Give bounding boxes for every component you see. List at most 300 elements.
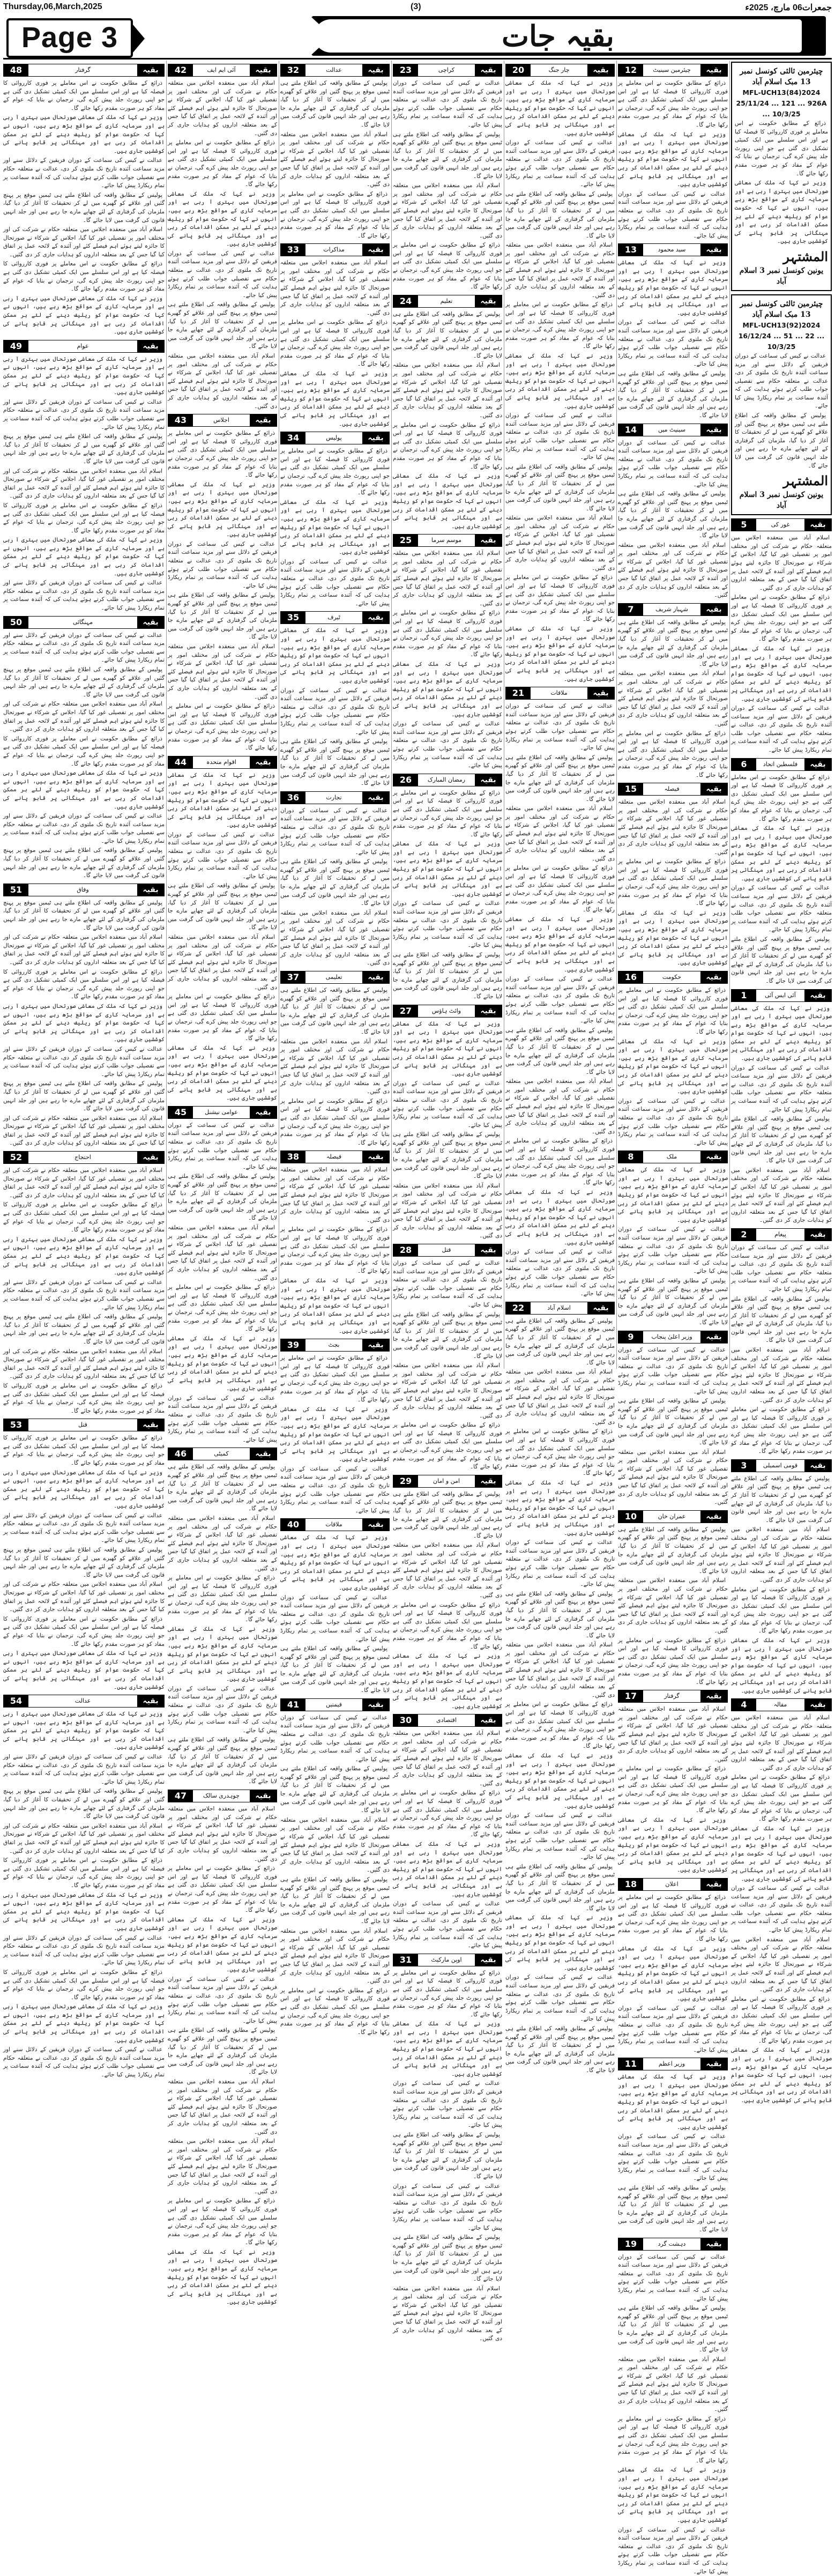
article-paragraph: ذرائع کے مطابق حکومت نے اس معاملے پر فوری کارروائی کا فیصلہ کیا ہے اور اس سلسلے میں ایک کمیٹی تشکیل دی گئی ہے جو اپنی رپورٹ جلد پیش کرے گی، ترجمان نے بتایا کہ عوام کے مفاد کو ہر صورت مقدم رکھا جائے گا۔	[731, 774, 832, 822]
article-paragraph: ذرائع کے مطابق حکومت نے اس معاملے پر فوری کارروائی کا فیصلہ کیا ہے اور اس سلسلے میں ایک کمیٹی تشکیل دی گئی ہے جو اپنی رپورٹ جلد پیش کرے گی، ترجمان نے بتایا کہ عوام کے مفاد کو ہر صورت مقدم رکھا جائے گا۔	[393, 610, 502, 658]
article-paragraph: ذرائع کے مطابق حکومت نے اس معاملے پر فوری کارروائی کا فیصلہ کیا ہے اور اس سلسلے میں ایک کمیٹی تشکیل دی گئی ہے جو اپنی رپورٹ جلد پیش کرے گی، ترجمان نے بتایا کہ عوام کے مفاد کو ہر صورت مقدم رکھا جائے گا۔	[280, 1226, 390, 1275]
article-paragraph: اسلام آباد میں منعقدہ اجلاس میں متعلقہ حکام نے شرکت کی اور مختلف امور پر تفصیلی غور کیا گیا، اجلاس کے شرکاء نے صورتحال کا جائزہ لیتے ہوئے اہم فیصلے کئے اور آئندہ کے لائحہ عمل پر اتفاق کیا گیا جس کے بعد متعلقہ اداروں کو ہدایات جاری کر دی گئیں۔	[168, 80, 277, 137]
article-paragraph: ذرائع کے مطابق حکومت نے اس معاملے پر فوری کارروائی کا فیصلہ کیا ہے اور اس سلسلے میں ایک کمیٹی تشکیل دی گئی ہے جو اپنی رپورٹ جلد پیش کرے گی، ترجمان نے بتایا کہ عوام کے مفاد کو ہر صورت مقدم رکھا جائے گا۔	[3, 1435, 165, 1467]
article-paragraph: عدالت نے کیس کی سماعت کے دوران فریقین کے دلائل سنے اور مزید سماعت آئندہ تاریخ تک ملتوی کر دی، عدالت نے متعلقہ حکام سے تفصیلی جواب طلب کرتے ہوئے ہدایت کی کہ آئندہ سماعت پر تمام ریکارڈ پیش کیا جائے۔	[618, 319, 728, 368]
notice-case-number: MFL-UCH13(84)2024	[742, 88, 821, 96]
section-number: 45	[168, 1107, 193, 1118]
baqia-header	[618, 1150, 728, 1163]
article-paragraph: وزیر نے کہا کہ ملک کی معاشی صورتحال میں بہتری آ رہی ہے اور سرمایہ کاری کے مواقع بڑھ رہے ہیں، انہوں نے کہا کہ حکومت عوام کو ریلیف دینے کے لئے ہر ممکن اقدامات کر رہی ہے اور مہنگائی پر قابو پانے کی کوششیں جاری ہیں۔	[393, 661, 502, 718]
date-urdu: جمعرات06 مارچ، 2025ء	[745, 3, 832, 12]
section-number: 25	[393, 534, 418, 546]
article-paragraph: پولیس کے مطابق واقعہ کی اطلاع ملتے ہی ٹیمیں موقع پر پہنچ گئیں اور علاقے کو گھیرے میں لے کر تحقیقات کا آغاز کر دیا گیا، ملزمان کی گرفتاری کے لئے چھاپے مارے جا رہے ہیں اور جلد انہیں قانون کی گرفت میں لایا جائے گا۔	[280, 80, 390, 128]
article-paragraph: پولیس کے مطابق واقعہ کی اطلاع ملتے ہی ٹیمیں موقع پر پہنچ گئیں اور علاقے کو گھیرے میں لے کر تحقیقات کا آغاز کر دیا گیا، ملزمان کی گرفتاری کے لئے چھاپے مارے جا رہے ہیں اور جلد انہیں قانون کی گرفت میں لایا جائے گا۔	[618, 619, 728, 667]
section-keyword: موسم سرما	[418, 534, 475, 546]
article-paragraph: وزیر نے کہا کہ ملک کی معاشی صورتحال میں بہتری آ رہی ہے اور سرمایہ کاری کے مواقع بڑھ رہے ہیں، انہوں نے کہا کہ حکومت عوام کو ریلیف دینے کے لئے ہر ممکن اقدامات کر رہی ہے اور مہنگائی پر قابو پانے کی کوششیں جاری ہیں۔	[731, 645, 832, 702]
article-paragraph: عدالت نے کیس کی سماعت کے دوران فریقین کے دلائل سنے اور مزید سماعت آئندہ تاریخ تک ملتوی کر دی، عدالت نے متعلقہ حکام سے تفصیلی جواب طلب کرتے ہوئے ہدایت کی کہ آئندہ سماعت پر تمام ریکارڈ پیش کیا جائے۔	[735, 352, 828, 410]
article-paragraph: عدالت نے کیس کی سماعت کے دوران فریقین کے دلائل سنے اور مزید سماعت آئندہ تاریخ تک ملتوی کر دی، عدالت نے متعلقہ حکام سے تفصیلی جواب طلب کرتے ہوئے ہدایت کی کہ آئندہ سماعت پر تمام ریکارڈ پیش کیا جائے۔	[3, 813, 165, 844]
baqia-label: بقیہ	[804, 1699, 831, 1711]
legal-notice	[731, 294, 832, 515]
news-column-3	[505, 61, 615, 2074]
section-number: 12	[618, 64, 643, 76]
article-paragraph: وزیر نے کہا کہ ملک کی معاشی صورتحال میں بہتری آ رہی ہے اور سرمایہ کاری کے مواقع بڑھ رہے ہیں، انہوں نے کہا کہ حکومت عوام کو ریلیف دینے کے لئے ہر ممکن اقدامات کر رہی ہے اور مہنگائی پر قابو پانے کی کوششیں جاری ہیں۔	[393, 1020, 502, 1078]
section-keyword: پولیس	[305, 432, 362, 444]
article-paragraph: اسلام آباد میں منعقدہ اجلاس میں متعلقہ حکام نے شرکت کی اور مختلف امور پر تفصیلی غور کیا گیا، اجلاس کے شرکاء نے صورتحال کا جائزہ لیتے ہوئے اہم فیصلے کئے اور آئندہ کے لائحہ عمل پر اتفاق کیا گیا جس کے بعد متعلقہ اداروں کو ہدایات جاری کر دی گئیں۔	[168, 643, 277, 700]
section-number: 46	[168, 1448, 193, 1460]
article-paragraph: عدالت نے کیس کی سماعت کے دوران فریقین کے دلائل سنے اور مزید سماعت آئندہ تاریخ تک ملتوی کر دی، عدالت نے متعلقہ حکام سے تفصیلی جواب طلب کرتے ہوئے ہدایت کی کہ آئندہ سماعت پر تمام ریکارڈ پیش کیا جائے۔	[393, 80, 502, 128]
article-paragraph: پولیس کے مطابق واقعہ کی اطلاع ملتے ہی ٹیمیں موقع پر پہنچ گئیں اور علاقے کو گھیرے میں لے کر تحقیقات کا آغاز کر دیا گیا، ملزمان کی گرفتاری کے لئے چھاپے مارے جا رہے ہیں اور جلد انہیں قانون کی گرفت میں لایا جائے گا۔	[618, 2185, 728, 2233]
article-paragraph: عدالت نے کیس کی سماعت کے دوران فریقین کے دلائل سنے اور مزید سماعت آئندہ تاریخ تک ملتوی کر دی، عدالت نے متعلقہ حکام سے تفصیلی جواب طلب کرتے ہوئے ہدایت کی کہ آئندہ سماعت پر تمام ریکارڈ پیش کیا جائے۔	[3, 2046, 165, 2078]
article-paragraph: عدالت نے کیس کی سماعت کے دوران فریقین کے دلائل سنے اور مزید سماعت آئندہ تاریخ تک ملتوی کر دی، عدالت نے متعلقہ حکام سے تفصیلی جواب طلب کرتے ہوئے ہدایت کی کہ آئندہ سماعت پر تمام ریکارڈ پیش کیا جائے۔	[505, 976, 615, 1025]
article-paragraph: عدالت نے کیس کی سماعت کے دوران فریقین کے دلائل سنے اور مزید سماعت آئندہ تاریخ تک ملتوی کر دی، عدالت نے متعلقہ حکام سے تفصیلی جواب طلب کرتے ہوئے ہدایت کی کہ آئندہ سماعت پر تمام ریکارڈ پیش کیا جائے۔	[3, 580, 165, 612]
article-paragraph: عدالت نے کیس کی سماعت کے دوران فریقین کے دلائل سنے اور مزید سماعت آئندہ تاریخ تک ملتوی کر دی، عدالت نے متعلقہ حکام سے تفصیلی جواب طلب کرتے ہوئے ہدایت کی کہ آئندہ سماعت پر تمام ریکارڈ پیش کیا جائے۔	[505, 1974, 615, 2023]
article-paragraph: عدالت نے کیس کی سماعت کے دوران فریقین کے دلائل سنے اور مزید سماعت آئندہ تاریخ تک ملتوی کر دی، عدالت نے متعلقہ حکام سے تفصیلی جواب طلب کرتے ہوئے ہدایت کی کہ آئندہ سماعت پر تمام ریکارڈ پیش کیا جائے۔	[393, 1080, 502, 1129]
article-paragraph: ذرائع کے مطابق حکومت نے اس معاملے پر فوری کارروائی کا فیصلہ کیا ہے اور اس سلسلے میں ایک کمیٹی تشکیل دی گئی ہے جو اپنی رپورٹ جلد پیش کرے گی، ترجمان نے بتایا کہ عوام کے مفاد کو ہر صورت مقدم رکھا جائے گا۔	[393, 1969, 502, 2018]
section-number: 42	[168, 64, 193, 76]
section-number: 10	[618, 1511, 643, 1523]
article-paragraph: وزیر نے کہا کہ ملک کی معاشی صورتحال میں بہتری آ رہی ہے اور سرمایہ کاری کے مواقع بڑھ رہے ہیں، انہوں نے کہا کہ حکومت عوام کو ریلیف دینے کے لئے ہر ممکن اقدامات کر رہی ہے اور مہنگائی پر قابو پانے کی کوششیں جاری ہیں۔	[618, 2467, 728, 2523]
article-paragraph: ذرائع کے مطابق حکومت نے اس معاملے پر فوری کارروائی کا فیصلہ کیا ہے اور اس سلسلے میں ایک کمیٹی تشکیل دی گئی ہے جو اپنی رپورٹ جلد پیش کرے گی، ترجمان نے بتایا کہ عوام کے مفاد کو ہر صورت مقدم رکھا جائے گا۔	[168, 139, 277, 188]
article-paragraph: عدالت نے کیس کی سماعت کے دوران فریقین کے دلائل سنے اور مزید سماعت آئندہ تاریخ تک ملتوی کر دی، عدالت نے متعلقہ حکام سے تفصیلی جواب طلب کرتے ہوئے ہدایت کی کہ آئندہ سماعت پر تمام ریکارڈ پیش کیا جائے۔	[505, 412, 615, 461]
baqia-header	[3, 884, 165, 896]
article-paragraph: اسلام آباد میں منعقدہ اجلاس میں متعلقہ حکام نے شرکت کی اور مختلف امور پر تفصیلی غور کیا گیا، اجلاس کے شرکاء نے صورتحال کا جائزہ لیتے ہوئے اہم فیصلے کئے اور آئندہ کے لائحہ عمل پر اتفاق کیا گیا جس کے بعد متعلقہ اداروں کو ہدایات جاری کر دی گئیں۔	[3, 1581, 165, 1613]
section-keyword: مہنگائی	[28, 617, 137, 628]
baqia-label: بقیہ	[362, 244, 389, 256]
baqia-header	[393, 64, 502, 77]
section-keyword: فیصلہ	[643, 783, 700, 795]
article-paragraph: پولیس کے مطابق واقعہ کی اطلاع ملتے ہی ٹیمیں موقع پر پہنچ گئیں اور علاقے کو گھیرے میں لے کر تحقیقات کا آغاز کر دیا گیا، ملزمان کی گرفتاری کے لئے چھاپے مارے جا رہے ہیں اور جلد انہیں قانون کی گرفت میں لایا جائے گا۔	[3, 1080, 165, 1112]
section-number: 1	[732, 990, 756, 1001]
section-keyword: امن و امان	[418, 1475, 475, 1487]
article-paragraph: وزیر نے کہا کہ ملک کی معاشی صورتحال میں بہتری آ رہی ہے اور سرمایہ کاری کے مواقع بڑھ رہے ہیں، انہوں نے کہا کہ حکومت عوام کو ریلیف دینے کے لئے ہر ممکن اقدامات کر رہی ہے اور مہنگائی پر قابو پانے کی کوششیں جاری ہیں۔	[280, 370, 390, 427]
article-paragraph: ذرائع کے مطابق حکومت نے اس معاملے پر فوری کارروائی کا فیصلہ کیا ہے اور اس سلسلے میں ایک کمیٹی تشکیل دی گئی ہے جو اپنی رپورٹ جلد پیش کرے گی، ترجمان نے بتایا کہ عوام کے مفاد کو ہر صورت مقدم رکھا جائے گا۔	[731, 1406, 832, 1455]
baqia-header	[505, 687, 615, 700]
section-number: 22	[506, 1302, 531, 1314]
article-paragraph: عدالت نے کیس کی سماعت کے دوران فریقین کے دلائل سنے اور مزید سماعت آئندہ تاریخ تک ملتوی کر دی، عدالت نے متعلقہ حکام سے تفصیلی جواب طلب کرتے ہوئے ہدایت کی کہ آئندہ سماعت پر تمام ریکارڈ پیش کیا جائے۔	[393, 900, 502, 949]
article-paragraph: عدالت نے کیس کی سماعت کے دوران فریقین کے دلائل سنے اور مزید سماعت آئندہ تاریخ تک ملتوی کر دی، عدالت نے متعلقہ حکام سے تفصیلی جواب طلب کرتے ہوئے ہدایت کی کہ آئندہ سماعت پر تمام ریکارڈ پیش کیا جائے۔	[393, 2080, 502, 2129]
section-keyword: سینیٹ میں	[643, 424, 700, 436]
article-paragraph: وزیر نے کہا کہ ملک کی معاشی صورتحال میں بہتری آ رہی ہے اور سرمایہ کاری کے مواقع بڑھ رہے ہیں، انہوں نے کہا کہ حکومت عوام کو ریلیف دینے کے لئے ہر ممکن اقدامات کر رہی ہے اور مہنگائی پر قابو پانے کی کوششیں جاری ہیں۔	[393, 1841, 502, 1898]
article-paragraph: وزیر نے کہا کہ ملک کی معاشی صورتحال میں بہتری آ رہی ہے اور سرمایہ کاری کے مواقع بڑھ رہے ہیں، انہوں نے کہا کہ حکومت عوام کو ریلیف دینے کے لئے ہر ممکن اقدامات کر رہی ہے اور مہنگائی پر قابو پانے کی کوششیں جاری ہیں۔	[3, 1003, 165, 1043]
article-paragraph: عدالت نے کیس کی سماعت کے دوران فریقین کے دلائل سنے اور مزید سماعت آئندہ تاریخ تک ملتوی کر دی، عدالت نے متعلقہ حکام سے تفصیلی جواب طلب کرتے ہوئے ہدایت کی کہ آئندہ سماعت پر تمام ریکارڈ پیش کیا جائے۔	[618, 439, 728, 488]
article-paragraph: عدالت نے کیس کی سماعت کے دوران فریقین کے دلائل سنے اور مزید سماعت آئندہ تاریخ تک ملتوی کر دی، عدالت نے متعلقہ حکام سے تفصیلی جواب طلب کرتے ہوئے ہدایت کی کہ آئندہ سماعت پر تمام ریکارڈ پیش کیا جائے۔	[393, 2182, 502, 2231]
article-paragraph: ذرائع کے مطابق حکومت نے اس معاملے پر فوری کارروائی کا فیصلہ کیا ہے اور اس سلسلے میں ایک کمیٹی تشکیل دی گئی ہے جو اپنی رپورٹ جلد پیش کرے گی، ترجمان نے بتایا کہ عوام کے مفاد کو ہر صورت مقدم رکھا جائے گا۔	[168, 1865, 277, 1914]
baqia-label: بقیہ	[475, 1475, 502, 1487]
article-paragraph: اسلام آباد میں منعقدہ اجلاس میں متعلقہ حکام نے شرکت کی اور مختلف امور پر تفصیلی غور کیا گیا، اجلاس کے شرکاء نے صورتحال کا جائزہ لیتے ہوئے اہم فیصلے کئے اور آئندہ کے لائحہ عمل پر اتفاق کیا گیا جس کے بعد متعلقہ اداروں کو ہدایات جاری کر دی گئیں۔	[393, 1730, 502, 1787]
section-keyword: فیصلہ	[305, 1151, 362, 1163]
article-paragraph: اسلام آباد میں منعقدہ اجلاس میں متعلقہ حکام نے شرکت کی اور مختلف امور پر تفصیلی غور کیا گیا، اجلاس کے شرکاء نے صورتحال کا جائزہ لیتے ہوئے اہم فیصلے کئے اور آئندہ کے لائحہ عمل پر اتفاق کیا گیا جس کے بعد متعلقہ اداروں کو ہدایات جاری کر دی گئیں۔	[393, 2285, 502, 2342]
baqia-header	[168, 1447, 277, 1460]
section-keyword: عمران خان	[643, 1511, 700, 1523]
section-number: 4	[732, 1699, 756, 1711]
article-paragraph: پولیس کے مطابق واقعہ کی اطلاع ملتے ہی ٹیمیں موقع پر پہنچ گئیں اور علاقے کو گھیرے میں لے کر تحقیقات کا آغاز کر دیا گیا، ملزمان کی گرفتاری کے لئے چھاپے مارے جا رہے ہیں اور جلد انہیں قانون کی گرفت میں لایا جائے گا۔	[731, 936, 832, 984]
article-paragraph: عدالت نے کیس کی سماعت کے دوران فریقین کے دلائل سنے اور مزید سماعت آئندہ تاریخ تک ملتوی کر دی، عدالت نے متعلقہ حکام سے تفصیلی جواب طلب کرتے ہوئے ہدایت کی کہ آئندہ سماعت پر تمام ریکارڈ پیش کیا جائے۔	[280, 1465, 390, 1514]
article-paragraph: ذرائع کے مطابق حکومت نے اس معاملے پر فوری کارروائی کا فیصلہ کیا ہے اور اس سلسلے میں ایک کمیٹی تشکیل دی گئی ہے جو اپنی رپورٹ جلد پیش کرے گی، ترجمان نے بتایا کہ عوام کے مفاد کو ہر صورت مقدم رکھا جائے گا۔	[618, 858, 728, 907]
article-paragraph: وزیر نے کہا کہ ملک کی معاشی صورتحال میں بہتری آ رہی ہے اور سرمایہ کاری کے مواقع بڑھ رہے ہیں، انہوں نے کہا کہ حکومت عوام کو ریلیف دینے کے لئے ہر ممکن اقدامات کر رہی ہے اور مہنگائی پر قابو پانے کی کوششیں جاری ہیں۔	[731, 825, 832, 882]
article-paragraph: وزیر نے کہا کہ ملک کی معاشی صورتحال میں بہتری آ رہی ہے اور سرمایہ کاری کے مواقع بڑھ رہے ہیں، انہوں نے کہا کہ حکومت عوام کو ریلیف دینے کے لئے ہر ممکن اقدامات کر رہی ہے اور مہنگائی پر قابو پانے کی کوششیں جاری ہیں۔	[280, 627, 390, 684]
section-number: 52	[4, 1152, 28, 1163]
section-keyword: فلسطین اتحاد	[756, 759, 804, 770]
article-paragraph: اسلام آباد میں منعقدہ اجلاس میں متعلقہ حکام نے شرکت کی اور مختلف امور پر تفصیلی غور کیا گیا، اجلاس کے شرکاء نے صورتحال کا جائزہ لیتے ہوئے اہم فیصلے کئے اور آئندہ کے لائحہ عمل پر اتفاق کیا گیا جس کے بعد متعلقہ اداروں کو ہدایات جاری کر دی گئیں۔	[168, 2138, 277, 2195]
article-paragraph: وزیر نے کہا کہ ملک کی معاشی صورتحال میں بہتری آ رہی ہے اور سرمایہ کاری کے مواقع بڑھ رہے ہیں، انہوں نے کہا کہ حکومت عوام کو ریلیف دینے کے لئے ہر ممکن اقدامات کر رہی ہے اور مہنگائی پر قابو پانے کی کوششیں جاری ہیں۔	[280, 1534, 390, 1591]
article-paragraph: اسلام آباد میں منعقدہ اجلاس میں متعلقہ حکام نے شرکت کی اور مختلف امور پر تفصیلی غور کیا گیا، اجلاس کے شرکاء نے صورتحال کا جائزہ لیتے ہوئے اہم فیصلے کئے اور آئندہ کے لائحہ عمل پر اتفاق کیا گیا جس کے بعد متعلقہ اداروں کو ہدایات جاری کر دی گئیں۔	[505, 1642, 615, 1698]
section-keyword: تجارت	[305, 792, 362, 804]
article-paragraph: پولیس کے مطابق واقعہ کی اطلاع ملتے ہی ٹیمیں موقع پر پہنچ گئیں اور علاقے کو گھیرے میں لے کر تحقیقات کا آغاز کر دیا گیا، ملزمان کی گرفتاری کے لئے چھاپے مارے جا رہے ہیں اور جلد انہیں قانون کی گرفت میں لایا جائے گا۔	[280, 738, 390, 787]
article-paragraph: عدالت نے کیس کی سماعت کے دوران فریقین کے دلائل سنے اور مزید سماعت آئندہ تاریخ تک ملتوی کر دی، عدالت نے متعلقہ حکام سے تفصیلی جواب طلب کرتے ہوئے ہدایت کی کہ آئندہ سماعت پر تمام ریکارڈ پیش کیا جائے۔	[618, 2526, 728, 2575]
article-paragraph: عدالت نے کیس کی سماعت کے دوران فریقین کے دلائل سنے اور مزید سماعت آئندہ تاریخ تک ملتوی کر دی، عدالت نے متعلقہ حکام سے تفصیلی جواب طلب کرتے ہوئے ہدایت کی کہ آئندہ سماعت پر تمام ریکارڈ پیش کیا جائے۔	[280, 558, 390, 607]
baqia-label: بقیہ	[362, 612, 389, 623]
baqia-header	[618, 1878, 728, 1891]
article-paragraph: اسلام آباد میں منعقدہ اجلاس میں متعلقہ حکام نے شرکت کی اور مختلف امور پر تفصیلی غور کیا گیا، اجلاس کے شرکاء نے صورتحال کا جائزہ لیتے ہوئے اہم فیصلے کئے اور آئندہ کے لائحہ عمل پر اتفاق کیا گیا جس کے بعد متعلقہ اداروں کو ہدایات جاری کر دی گئیں۔	[618, 1706, 728, 1763]
article-paragraph: وزیر نے کہا کہ ملک کی معاشی صورتحال میں بہتری آ رہی ہے اور سرمایہ کاری کے مواقع بڑھ رہے ہیں، انہوں نے کہا کہ حکومت عوام کو ریلیف دینے کے لئے ہر ممکن اقدامات کر رہی ہے اور مہنگائی پر قابو پانے کی کوششیں جاری ہیں۔	[168, 1335, 277, 1392]
article-paragraph: پولیس کے مطابق واقعہ کی اطلاع ملتے ہی ٹیمیں موقع پر پہنچ گئیں اور علاقے کو گھیرے میں لے کر تحقیقات کا آغاز کر دیا گیا، ملزمان کی گرفتاری کے لئے چھاپے مارے جا رہے ہیں اور جلد انہیں قانون کی گرفت میں لایا جائے گا۔	[168, 1173, 277, 1222]
baqia-header	[505, 1302, 615, 1315]
article-paragraph: عدالت نے کیس کی سماعت کے دوران فریقین کے دلائل سنے اور مزید سماعت آئندہ تاریخ تک ملتوی کر دی، عدالت نے متعلقہ حکام سے تفصیلی جواب طلب کرتے ہوئے ہدایت کی کہ آئندہ سماعت پر تمام ریکارڈ پیش کیا جائے۔	[731, 1244, 832, 1293]
article-paragraph: اسلام آباد میں منعقدہ اجلاس میں متعلقہ حکام نے شرکت کی اور مختلف امور پر تفصیلی غور کیا گیا، اجلاس کے شرکاء نے صورتحال کا جائزہ لیتے ہوئے اہم فیصلے کئے اور آئندہ کے لائحہ عمل پر اتفاق کیا گیا جس کے بعد متعلقہ اداروں کو ہدایات جاری کر دی گئیں۔	[3, 467, 165, 500]
article-paragraph: وزیر نے کہا کہ ملک کی معاشی صورتحال میں بہتری آ رہی ہے اور سرمایہ کاری کے مواقع بڑھ رہے ہیں، انہوں نے کہا کہ حکومت عوام کو ریلیف دینے کے لئے ہر ممکن اقدامات کر رہی ہے اور مہنگائی پر قابو پانے کی کوششیں جاری ہیں۔	[168, 481, 277, 538]
article-paragraph: ذرائع کے مطابق حکومت نے اس معاملے پر فوری کارروائی کا فیصلہ کیا ہے اور اس سلسلے میں ایک کمیٹی تشکیل دی گئی ہے جو اپنی رپورٹ جلد پیش کرے گی، ترجمان نے بتایا کہ عوام کے مفاد کو ہر صورت مقدم رکھا جائے گا۔	[393, 1422, 502, 1471]
article-paragraph: وزیر نے کہا کہ ملک کی معاشی صورتحال میں بہتری آ رہی ہے اور سرمایہ کاری کے مواقع بڑھ رہے ہیں، انہوں نے کہا کہ حکومت عوام کو ریلیف دینے کے لئے ہر ممکن اقدامات کر رہی ہے اور مہنگائی پر قابو پانے کی کوششیں جاری ہیں۔	[618, 1945, 728, 2002]
section-number: 9	[618, 1331, 643, 1343]
baqia-header	[731, 1698, 832, 1711]
article-paragraph: اسلام آباد میں منعقدہ اجلاس میں متعلقہ حکام نے شرکت کی اور مختلف امور پر تفصیلی غور کیا گیا، اجلاس کے شرکاء نے صورتحال کا جائزہ لیتے ہوئے اہم فیصلے کئے اور آئندہ کے لائحہ عمل پر اتفاق کیا گیا جس کے بعد متعلقہ اداروں کو ہدایات جاری کر دی گئیں۔	[393, 550, 502, 607]
page-label: Page 3	[6, 18, 133, 58]
baqia-header	[3, 64, 165, 77]
baqia-header	[280, 243, 390, 256]
baqia-label: بقیہ	[362, 64, 389, 76]
article-paragraph: اسلام آباد میں منعقدہ اجلاس میں متعلقہ حکام نے شرکت کی اور مختلف امور پر تفصیلی غور کیا گیا، اجلاس کے شرکاء نے صورتحال کا جائزہ لیتے ہوئے اہم فیصلے کئے اور آئندہ کے لائحہ عمل پر اتفاق کیا گیا جس کے بعد متعلقہ اداروں کو ہدایات جاری کر دی گئیں۔	[618, 1449, 728, 1506]
section-keyword: آئی ایس آئی	[756, 990, 804, 1001]
article-paragraph: عدالت نے کیس کی سماعت کے دوران فریقین کے دلائل سنے اور مزید سماعت آئندہ تاریخ تک ملتوی کر دی، عدالت نے متعلقہ حکام سے تفصیلی جواب طلب کرتے ہوئے ہدایت کی کہ آئندہ سماعت پر تمام ریکارڈ پیش کیا جائے۔	[3, 1512, 165, 1544]
baqia-label: بقیہ	[475, 1005, 502, 1017]
baqia-label: بقیہ	[137, 617, 164, 628]
baqia-header	[731, 758, 832, 771]
section-keyword: شہباز شریف	[643, 604, 700, 615]
article-paragraph: اسلام آباد میں منعقدہ اجلاس میں متعلقہ حکام نے شرکت کی اور مختلف امور پر تفصیلی غور کیا گیا، اجلاس کے شرکاء نے صورتحال کا جائزہ لیتے ہوئے اہم فیصلے کئے اور آئندہ کے لائحہ عمل پر اتفاق کیا گیا جس کے بعد متعلقہ اداروں کو ہدایات جاری کر دی گئیں۔	[618, 1577, 728, 1634]
article-paragraph: ذرائع کے مطابق حکومت نے اس معاملے پر فوری کارروائی کا فیصلہ کیا ہے اور اس سلسلے میں ایک کمیٹی تشکیل دی گئی ہے جو اپنی رپورٹ جلد پیش کرے گی، ترجمان نے بتایا کہ عوام کے مفاد کو ہر صورت مقدم رکھا جائے گا۔	[280, 448, 390, 496]
article-paragraph: وزیر نے کہا کہ ملک کی معاشی صورتحال میں بہتری آ رہی ہے اور سرمایہ کاری کے مواقع بڑھ رہے ہیں، انہوں نے کہا کہ حکومت عوام کو ریلیف دینے کے لئے ہر ممکن اقدامات کر رہی ہے اور مہنگائی پر قابو پانے کی کوششیں جاری ہیں۔	[168, 1625, 277, 1683]
article-paragraph: اسلام آباد میں منعقدہ اجلاس میں متعلقہ حکام نے شرکت کی اور مختلف امور پر تفصیلی غور کیا گیا، اجلاس کے شرکاء نے صورتحال کا جائزہ لیتے ہوئے اہم فیصلے کئے اور آئندہ کے لائحہ عمل پر اتفاق کیا گیا جس کے بعد متعلقہ اداروں کو ہدایات جاری کر دی گئیں۔	[168, 1806, 277, 1862]
article-paragraph: اسلام آباد میں منعقدہ اجلاس میں متعلقہ حکام نے شرکت کی اور مختلف امور پر تفصیلی غور کیا گیا، اجلاس کے شرکاء نے صورتحال کا جائزہ لیتے ہوئے اہم فیصلے کئے اور آئندہ کے لائحہ عمل پر اتفاق کیا گیا جس کے بعد متعلقہ اداروں کو ہدایات جاری کر دی گئیں۔	[731, 534, 832, 591]
column-separator	[616, 61, 617, 1369]
article-paragraph: اسلام آباد میں منعقدہ اجلاس میں متعلقہ حکام نے شرکت کی اور مختلف امور پر تفصیلی غور کیا گیا، اجلاس کے شرکاء نے صورتحال کا جائزہ لیتے ہوئے اہم فیصلے کئے اور آئندہ کے لائحہ عمل پر اتفاق کیا گیا جس کے بعد متعلقہ اداروں کو ہدایات جاری کر دی گئیں۔	[168, 934, 277, 991]
article-paragraph: پولیس کے مطابق واقعہ کی اطلاع ملتے ہی ٹیمیں موقع پر پہنچ گئیں اور علاقے کو گھیرے میں لے کر تحقیقات کا آغاز کر دیا گیا، ملزمان کی گرفتاری کے لئے چھاپے مارے جا رہے ہیں اور جلد انہیں قانون کی گرفت میں لایا جائے گا۔	[505, 1863, 615, 1912]
baqia-header	[168, 756, 277, 769]
article-paragraph: عدالت نے کیس کی سماعت کے دوران فریقین کے دلائل سنے اور مزید سماعت آئندہ تاریخ تک ملتوی کر دی، عدالت نے متعلقہ حکام سے تفصیلی جواب طلب کرتے ہوئے ہدایت کی کہ آئندہ سماعت پر تمام ریکارڈ پیش کیا جائے۔	[505, 1812, 615, 1861]
article-paragraph: اسلام آباد میں منعقدہ اجلاس میں متعلقہ حکام نے شرکت کی اور مختلف امور پر تفصیلی غور کیا گیا، اجلاس کے شرکاء نے صورتحال کا جائزہ لیتے ہوئے اہم فیصلے کئے اور آئندہ کے لائحہ عمل پر اتفاق کیا گیا جس کے بعد متعلقہ اداروں کو ہدایات جاری کر دی گئیں۔	[280, 259, 390, 316]
article-paragraph: اسلام آباد میں منعقدہ اجلاس میں متعلقہ حکام نے شرکت کی اور مختلف امور پر تفصیلی غور کیا گیا، اجلاس کے شرکاء نے صورتحال کا جائزہ لیتے ہوئے اہم فیصلے کئے اور آئندہ کے لائحہ عمل پر اتفاق کیا گیا جس کے بعد متعلقہ اداروں کو ہدایات جاری کر دی گئیں۔	[280, 1038, 390, 1095]
section-number: 7	[618, 604, 643, 615]
article-paragraph: عدالت نے کیس کی سماعت کے دوران فریقین کے دلائل سنے اور مزید سماعت آئندہ تاریخ تک ملتوی کر دی، عدالت نے متعلقہ حکام سے تفصیلی جواب طلب کرتے ہوئے ہدایت کی کہ آئندہ سماعت پر تمام ریکارڈ پیش کیا جائے۔	[3, 398, 165, 430]
article-paragraph: وزیر نے کہا کہ ملک کی معاشی صورتحال میں بہتری آ رہی ہے اور سرمایہ کاری کے مواقع بڑھ رہے ہیں، انہوں نے کہا کہ حکومت عوام کو ریلیف دینے کے لئے ہر ممکن اقدامات کر رہی ہے اور مہنگائی پر قابو پانے کی کوششیں جاری ہیں۔	[505, 916, 615, 973]
section-keyword: وزیر اعظم	[643, 2058, 700, 2070]
article-paragraph: ذرائع کے مطابق حکومت نے اس معاملے پر فوری کارروائی کا فیصلہ کیا ہے اور اس سلسلے میں ایک کمیٹی تشکیل دی گئی ہے جو اپنی رپورٹ جلد پیش کرے گی، ترجمان نے بتایا کہ عوام کے مفاد کو ہر صورت مقدم رکھا جائے گا۔	[505, 574, 615, 623]
article-paragraph: عدالت نے کیس کی سماعت کے دوران فریقین کے دلائل سنے اور مزید سماعت آئندہ تاریخ تک ملتوی کر دی، عدالت نے متعلقہ حکام سے تفصیلی جواب طلب کرتے ہوئے ہدایت کی کہ آئندہ سماعت پر تمام ریکارڈ پیش کیا جائے۔	[731, 705, 832, 754]
section-keyword: کراچی	[418, 64, 475, 76]
article-paragraph: وزیر نے کہا کہ ملک کی معاشی صورتحال میں بہتری آ رہی ہے اور سرمایہ کاری کے مواقع بڑھ رہے ہیں، انہوں نے کہا کہ حکومت عوام کو ریلیف دینے کے لئے ہر ممکن اقدامات کر رہی ہے اور مہنگائی پر قابو پانے کی کوششیں جاری ہیں۔	[168, 1044, 277, 1102]
article-paragraph: وزیر نے کہا کہ ملک کی معاشی صورتحال میں بہتری آ رہی ہے اور سرمایہ کاری کے مواقع بڑھ رہے ہیں، انہوں نے کہا کہ حکومت عوام کو ریلیف دینے کے لئے ہر ممکن اقدامات کر رہی ہے اور مہنگائی پر قابو پانے کی کوششیں جاری ہیں۔	[618, 1038, 728, 1095]
article-paragraph: پولیس کے مطابق واقعہ کی اطلاع ملتے ہی ٹیمیں موقع پر پہنچ گئیں اور علاقے کو گھیرے میں لے کر تحقیقات کا آغاز کر دیا گیا، ملزمان کی گرفتاری کے لئے چھاپے مارے جا رہے ہیں اور جلد انہیں قانون کی گرفت میں لایا جائے گا۔	[280, 1645, 390, 1694]
article-paragraph: ذرائع کے مطابق حکومت نے اس معاملے پر فوری کارروائی کا فیصلہ کیا ہے اور اس سلسلے میں ایک کمیٹی تشکیل دی گئی ہے جو اپنی رپورٹ جلد پیش کرے گی، ترجمان نے بتایا کہ عوام کے مفاد کو ہر صورت مقدم رکھا جائے گا۔	[393, 421, 502, 470]
article-paragraph: پولیس کے مطابق واقعہ کی اطلاع ملتے ہی ٹیمیں موقع پر پہنچ گئیں اور علاقے کو گھیرے میں لے کر تحقیقات کا آغاز کر دیا گیا، ملزمان کی گرفتاری کے لئے چھاپے مارے جا رہے ہیں اور جلد انہیں قانون کی گرفت میں لایا جائے گا۔	[393, 1131, 502, 1180]
article-paragraph: پولیس کے مطابق واقعہ کی اطلاع ملتے ہی ٹیمیں موقع پر پہنچ گئیں اور علاقے کو گھیرے میں لے کر تحقیقات کا آغاز کر دیا گیا، ملزمان کی گرفتاری کے لئے چھاپے مارے جا رہے ہیں اور جلد انہیں قانون کی گرفت میں لایا جائے گا۔	[618, 2305, 728, 2354]
section-number: 34	[281, 432, 305, 444]
article-paragraph: وزیر نے کہا کہ ملک کی معاشی صورتحال میں بہتری آ رہی ہے اور سرمایہ کاری کے مواقع بڑھ رہے ہیں، انہوں نے کہا کہ حکومت عوام کو ریلیف دینے کے لئے ہر ممکن اقدامات کر رہی ہے اور مہنگائی پر قابو پانے کی کوششیں جاری ہیں۔	[505, 1189, 615, 1246]
article-paragraph: وزیر نے کہا کہ ملک کی معاشی صورتحال میں بہتری آ رہی ہے اور سرمایہ کاری کے مواقع بڑھ رہے ہیں، انہوں نے کہا کہ حکومت عوام کو ریلیف دینے کے لئے ہر ممکن اقدامات کر رہی ہے اور مہنگائی پر قابو پانے کی کوششیں جاری ہیں۔	[618, 1167, 728, 1223]
article-paragraph: وزیر نے کہا کہ ملک کی معاشی صورتحال میں بہتری آ رہی ہے اور سرمایہ کاری کے مواقع بڑھ رہے ہیں، انہوں نے کہا کہ حکومت عوام کو ریلیف دینے کے لئے ہر ممکن اقدامات کر رہی ہے اور مہنگائی پر قابو پانے کی کوششیں جاری ہیں۔	[735, 180, 828, 245]
section-keyword: اسلام آباد	[531, 1302, 587, 1314]
section-keyword: چار جنگ	[531, 64, 587, 76]
section-number: 14	[618, 424, 643, 436]
article-paragraph: پولیس کے مطابق واقعہ کی اطلاع ملتے ہی ٹیمیں موقع پر پہنچ گئیں اور علاقے کو گھیرے میں لے کر تحقیقات کا آغاز کر دیا گیا، ملزمان کی گرفتاری کے لئے چھاپے مارے جا رہے ہیں اور جلد انہیں قانون کی گرفت میں لایا جائے گا۔	[393, 1311, 502, 1360]
baqia-label: بقیہ	[362, 1519, 389, 1531]
article-paragraph: اسلام آباد میں منعقدہ اجلاس میں متعلقہ حکام نے شرکت کی اور مختلف امور پر تفصیلی غور کیا گیا، اجلاس کے شرکاء نے صورتحال کا جائزہ لیتے ہوئے اہم فیصلے کئے اور آئندہ کے لائحہ عمل پر اتفاق کیا گیا جس کے بعد متعلقہ اداروں کو ہدایات جاری کر دی گئیں۔	[505, 515, 615, 571]
article-paragraph: ذرائع کے مطابق حکومت نے اس معاملے پر فوری کارروائی کا فیصلہ کیا ہے اور اس سلسلے میں ایک کمیٹی تشکیل دی گئی ہے جو اپنی رپورٹ جلد پیش کرے گی، ترجمان نے بتایا کہ عوام کے مفاد کو ہر صورت مقدم رکھا جائے گا۔	[280, 1097, 390, 1146]
article-paragraph: ذرائع کے مطابق حکومت نے اس معاملے پر فوری کارروائی کا فیصلہ کیا ہے اور اس سلسلے میں ایک کمیٹی تشکیل دی گئی ہے جو اپنی رپورٹ جلد پیش کرے گی، ترجمان نے بتایا کہ عوام کے مفاد کو ہر صورت مقدم رکھا جائے گا۔	[618, 1765, 728, 1814]
article-paragraph: اسلام آباد میں منعقدہ اجلاس میں متعلقہ حکام نے شرکت کی اور مختلف امور پر تفصیلی غور کیا گیا، اجلاس کے شرکاء نے صورتحال کا جائزہ لیتے ہوئے اہم فیصلے کئے اور آئندہ کے لائحہ عمل پر اتفاق کیا گیا جس کے بعد متعلقہ اداروں کو ہدایات جاری کر دی گئیں۔	[168, 2078, 277, 2135]
baqia-header	[3, 616, 165, 629]
article-paragraph: ذرائع کے مطابق حکومت نے اس معاملے پر فوری کارروائی کا فیصلہ کیا ہے اور اس سلسلے میں ایک کمیٹی تشکیل دی گئی ہے جو اپنی رپورٹ جلد پیش کرے گی، ترجمان نے بتایا کہ عوام کے مفاد کو ہر صورت مقدم رکھا جائے گا۔	[3, 261, 165, 293]
article-paragraph: ذرائع کے مطابق حکومت نے اس معاملے پر فوری کارروائی کا فیصلہ کیا ہے اور اس سلسلے میں ایک کمیٹی تشکیل دی گئی ہے جو اپنی رپورٹ جلد پیش کرے گی، ترجمان نے بتایا کہ عوام کے مفاد کو ہر صورت مقدم رکھا جائے گا۔	[505, 865, 615, 914]
page-number: (3)	[411, 2, 421, 11]
section-keyword: آئی ایم ایف	[193, 64, 250, 76]
baqia-header	[280, 432, 390, 444]
article-paragraph: ذرائع کے مطابق حکومت نے اس معاملے پر فوری کارروائی کا فیصلہ کیا ہے اور اس سلسلے میں ایک کمیٹی تشکیل دی گئی ہے جو اپنی رپورٹ جلد پیش کرے گی، ترجمان نے بتایا کہ عوام کے مفاد کو ہر صورت مقدم رکھا جائے گا۔	[3, 735, 165, 767]
article-paragraph: اسلام آباد میں منعقدہ اجلاس میں متعلقہ حکام نے شرکت کی اور مختلف امور پر تفصیلی غور کیا گیا، اجلاس کے شرکاء نے صورتحال کا جائزہ لیتے ہوئے اہم فیصلے کئے اور آئندہ کے لائحہ عمل پر اتفاق کیا گیا جس کے بعد متعلقہ اداروں کو ہدایات جاری کر دی گئیں۔	[280, 1167, 390, 1223]
baqia-header	[168, 414, 277, 427]
article-paragraph: ذرائع کے مطابق حکومت نے اس معاملے پر فوری کارروائی کا فیصلہ کیا ہے اور اس سلسلے میں ایک کمیٹی تشکیل دی گئی ہے جو اپنی رپورٹ جلد پیش کرے گی، ترجمان نے بتایا کہ عوام کے مفاد کو ہر صورت مقدم رکھا جائے گا۔	[280, 190, 390, 239]
article-paragraph: پولیس کے مطابق واقعہ کی اطلاع ملتے ہی ٹیمیں موقع پر پہنچ گئیں اور علاقے کو گھیرے میں لے کر تحقیقات کا آغاز کر دیا گیا، ملزمان کی گرفتاری کے لئے چھاپے مارے جا رہے ہیں اور جلد انہیں قانون کی گرفت میں لایا جائے گا۔	[393, 2234, 502, 2283]
section-keyword: کمیٹی	[193, 1448, 250, 1460]
section-number: 48	[4, 64, 28, 76]
article-paragraph: وزیر نے کہا کہ ملک کی معاشی صورتحال میں بہتری آ رہی ہے اور سرمایہ کاری کے مواقع بڑھ رہے ہیں، انہوں نے کہا کہ حکومت عوام کو ریلیف دینے کے لئے ہر ممکن اقدامات کر رہی ہے اور مہنگائی پر قابو پانے کی کوششیں جاری ہیں۔	[505, 1480, 615, 1536]
baqia-header	[618, 1690, 728, 1703]
baqia-label: بقیہ	[700, 1690, 727, 1702]
section-number: 27	[393, 1005, 418, 1017]
article-paragraph: وزیر نے کہا کہ ملک کی معاشی صورتحال میں بہتری آ رہی ہے اور سرمایہ کاری کے مواقع بڑھ رہے ہیں، انہوں نے کہا کہ حکومت عوام کو ریلیف دینے کے لئے ہر ممکن اقدامات کر رہی ہے اور مہنگائی پر قابو پانے کی کوششیں جاری ہیں۔	[3, 2003, 165, 2044]
article-paragraph: اسلام آباد میں منعقدہ اجلاس میں متعلقہ حکام نے شرکت کی اور مختلف امور پر تفصیلی غور کیا گیا، اجلاس کے شرکاء نے صورتحال کا جائزہ لیتے ہوئے اہم فیصلے کئے اور آئندہ کے لائحہ عمل پر اتفاق کیا گیا جس کے بعد متعلقہ اداروں کو ہدایات جاری کر دی گئیں۔	[280, 1816, 390, 1874]
baqia-header	[393, 774, 502, 786]
article-paragraph: عدالت نے کیس کی سماعت کے دوران فریقین کے دلائل سنے اور مزید سماعت آئندہ تاریخ تک ملتوی کر دی، عدالت نے متعلقہ حکام سے تفصیلی جواب طلب کرتے ہوئے ہدایت کی کہ آئندہ سماعت پر تمام ریکارڈ پیش کیا جائے۔	[393, 1901, 502, 1949]
article-paragraph: عدالت نے کیس کی سماعت کے دوران فریقین کے دلائل سنے اور مزید سماعت آئندہ تاریخ تک ملتوی کر دی، عدالت نے متعلقہ حکام سے تفصیلی جواب طلب کرتے ہوئے ہدایت کی کہ آئندہ سماعت پر تمام ریکارڈ پیش کیا جائے۔	[618, 2005, 728, 2053]
section-number: 2	[732, 1229, 756, 1241]
baqia-label: بقیہ	[700, 971, 727, 983]
baqia-label: بقیہ	[700, 783, 727, 795]
section-keyword: تعلیمی	[305, 971, 362, 983]
article-paragraph: ذرائع کے مطابق حکومت نے اس معاملے پر فوری کارروائی کا فیصلہ کیا ہے اور اس سلسلے میں ایک کمیٹی تشکیل دی گئی ہے جو اپنی رپورٹ جلد پیش کرے گی، ترجمان نے بتایا کہ عوام کے مفاد کو ہر صورت مقدم رکھا جائے گا۔	[393, 1601, 502, 1650]
baqia-label: بقیہ	[804, 1229, 831, 1241]
article-paragraph: پولیس کے مطابق واقعہ کی اطلاع ملتے ہی ٹیمیں موقع پر پہنچ گئیں اور علاقے کو گھیرے میں لے کر تحقیقات کا آغاز کر دیا گیا، ملزمان کی گرفتاری کے لئے چھاپے مارے جا رہے ہیں اور جلد انہیں قانون کی گرفت میں لایا جائے گا۔	[3, 1547, 165, 1578]
article-paragraph: پولیس کے مطابق واقعہ کی اطلاع ملتے ہی ٹیمیں موقع پر پہنچ گئیں اور علاقے کو گھیرے میں لے کر تحقیقات کا آغاز کر دیا گیا، ملزمان کی گرفتاری کے لئے چھاپے مارے جا رہے ہیں اور جلد انہیں قانون کی گرفت میں لایا جائے گا۔	[731, 1475, 832, 1524]
dateline	[3, 2, 832, 13]
baqia-label: بقیہ	[362, 792, 389, 804]
baqia-header	[393, 1954, 502, 1966]
article-paragraph: پولیس کے مطابق واقعہ کی اطلاع ملتے ہی ٹیمیں موقع پر پہنچ گئیں اور علاقے کو گھیرے میں لے کر تحقیقات کا آغاز کر دیا گیا، ملزمان کی گرفتاری کے لئے چھاپے مارے جا رہے ہیں اور جلد انہیں قانون کی گرفت میں لایا جائے گا۔	[168, 1464, 277, 1512]
article-paragraph: وزیر نے کہا کہ ملک کی معاشی صورتحال میں بہتری آ رہی ہے اور سرمایہ کاری کے مواقع بڑھ رہے ہیں، انہوں نے کہا کہ حکومت عوام کو ریلیف دینے کے لئے ہر ممکن اقدامات کر رہی ہے اور مہنگائی پر قابو پانے کی کوششیں جاری ہیں۔	[731, 1005, 832, 1062]
baqia-header	[280, 1518, 390, 1531]
baqia-header	[280, 791, 390, 804]
article-paragraph: اسلام آباد میں منعقدہ اجلاس میں متعلقہ حکام نے شرکت کی اور مختلف امور پر تفصیلی غور کیا گیا، اجلاس کے شرکاء نے صورتحال کا جائزہ لیتے ہوئے اہم فیصلے کئے اور آئندہ کے لائحہ عمل پر اتفاق کیا گیا جس کے بعد متعلقہ اداروں کو ہدایات جاری کر دی گئیں۔	[393, 362, 502, 419]
article-paragraph: ذرائع کے مطابق حکومت نے اس معاملے پر فوری کارروائی کا فیصلہ کیا ہے اور اس سلسلے میں ایک کمیٹی تشکیل دی گئی ہے جو اپنی رپورٹ جلد پیش کرے گی، ترجمان نے بتایا کہ عوام کے مفاد کو ہر صورت مقدم رکھا جائے گا۔	[280, 1987, 390, 2036]
baqia-header	[393, 1475, 502, 1488]
article-paragraph: پولیس کے مطابق واقعہ کی اطلاع ملتے ہی ٹیمیں موقع پر پہنچ گئیں اور علاقے کو گھیرے میں لے کر تحقیقات کا آغاز کر دیا گیا، ملزمان کی گرفتاری کے لئے چھاپے مارے جا رہے ہیں اور جلد انہیں قانون کی گرفت میں لایا جائے گا۔	[3, 847, 165, 879]
baqia-label: بقیہ	[137, 884, 164, 896]
section-keyword: قتل	[28, 1419, 137, 1431]
article-paragraph: ذرائع کے مطابق حکومت نے اس معاملے پر فوری کارروائی کا فیصلہ کیا ہے اور اس سلسلے میں ایک کمیٹی تشکیل دی گئی ہے جو اپنی رپورٹ جلد پیش کرے گی، ترجمان نے بتایا کہ عوام کے مفاد کو ہر صورت مقدم رکھا جائے گا۔	[735, 120, 828, 177]
baqia-label: بقیہ	[804, 990, 831, 1001]
article-paragraph: عدالت نے کیس کی سماعت کے دوران فریقین کے دلائل سنے اور مزید سماعت آئندہ تاریخ تک ملتوی کر دی، عدالت نے متعلقہ حکام سے تفصیلی جواب طلب کرتے ہوئے ہدایت کی کہ آئندہ سماعت پر تمام ریکارڈ پیش کیا جائے۔	[618, 1346, 728, 1395]
baqia-label: بقیہ	[250, 1107, 277, 1118]
section-number: 21	[506, 687, 531, 699]
article-paragraph: اسلام آباد میں منعقدہ اجلاس میں متعلقہ حکام نے شرکت کی اور مختلف امور پر تفصیلی غور کیا گیا، اجلاس کے شرکاء نے صورتحال کا جائزہ لیتے ہوئے اہم فیصلے کئے اور آئندہ کے لائحہ عمل پر اتفاق کیا گیا جس کے بعد متعلقہ اداروں کو ہدایات جاری کر دی گئیں۔	[168, 353, 277, 410]
baqia-label: بقیہ	[250, 1790, 277, 1802]
baqia-label: بقیہ	[137, 1695, 164, 1707]
section-keyword: قیمتیں	[305, 1699, 362, 1711]
article-paragraph: وزیر نے کہا کہ ملک کی معاشی صورتحال میں بہتری آ رہی ہے اور سرمایہ کاری کے مواقع بڑھ رہے ہیں، انہوں نے کہا کہ حکومت عوام کو ریلیف دینے کے لئے ہر ممکن اقدامات کر رہی ہے اور مہنگائی پر قابو پانے کی کوششیں جاری ہیں۔	[3, 295, 165, 336]
article-paragraph: پولیس کے مطابق واقعہ کی اطلاع ملتے ہی ٹیمیں موقع پر پہنچ گئیں اور علاقے کو گھیرے میں لے کر تحقیقات کا آغاز کر دیا گیا، ملزمان کی گرفتاری کے لئے چھاپے مارے جا رہے ہیں اور جلد انہیں قانون کی گرفت میں لایا جائے گا۔	[168, 592, 277, 641]
article-paragraph: پولیس کے مطابق واقعہ کی اطلاع ملتے ہی ٹیمیں موقع پر پہنچ گئیں اور علاقے کو گھیرے میں لے کر تحقیقات کا آغاز کر دیا گیا، ملزمان کی گرفتاری کے لئے چھاپے مارے جا رہے ہیں اور جلد انہیں قانون کی گرفت میں لایا جائے گا۔	[168, 2027, 277, 2076]
article-paragraph: ذرائع کے مطابق حکومت نے اس معاملے پر فوری کارروائی کا فیصلہ کیا ہے اور اس سلسلے میں ایک کمیٹی تشکیل دی گئی ہے جو اپنی رپورٹ جلد پیش کرے گی، ترجمان نے بتایا کہ عوام کے مفاد کو ہر صورت مقدم رکھا جائے گا۔	[618, 730, 728, 778]
article-paragraph: اسلام آباد میں منعقدہ اجلاس میں متعلقہ حکام نے شرکت کی اور مختلف امور پر تفصیلی غور کیا گیا، اجلاس کے شرکاء نے صورتحال کا جائزہ لیتے ہوئے اہم فیصلے کئے اور آئندہ کے لائحہ عمل پر اتفاق کیا گیا جس کے بعد متعلقہ اداروں کو ہدایات جاری کر دی گئیں۔	[393, 182, 502, 239]
baqia-header	[505, 64, 615, 77]
news-column-1	[731, 61, 832, 2104]
section-number: 31	[393, 1954, 418, 1966]
baqia-label: بقیہ	[362, 971, 389, 983]
baqia-header	[3, 1151, 165, 1164]
article-paragraph: اسلام آباد میں منعقدہ اجلاس میں متعلقہ حکام نے شرکت کی اور مختلف امور پر تفصیلی غور کیا گیا، اجلاس کے شرکاء نے صورتحال کا جائزہ لیتے ہوئے اہم فیصلے کئے اور آئندہ کے لائحہ عمل پر اتفاق کیا گیا جس کے بعد متعلقہ اداروں کو ہدایات جاری کر دی گئیں۔	[618, 541, 728, 599]
section-keyword: بجٹ	[305, 1339, 362, 1351]
article-paragraph: اسلام آباد میں منعقدہ اجلاس میں متعلقہ حکام نے شرکت کی اور مختلف امور پر تفصیلی غور کیا گیا، اجلاس کے شرکاء نے صورتحال کا جائزہ لیتے ہوئے اہم فیصلے کئے اور آئندہ کے لائحہ عمل پر اتفاق کیا گیا جس کے بعد متعلقہ اداروں کو ہدایات جاری کر دی گئیں۔	[3, 1167, 165, 1199]
article-paragraph: اسلام آباد میں منعقدہ اجلاس میں متعلقہ حکام نے شرکت کی اور مختلف امور پر تفصیلی غور کیا گیا، اجلاس کے شرکاء نے صورتحال کا جائزہ لیتے ہوئے اہم فیصلے کئے اور آئندہ کے لائحہ عمل پر اتفاق کیا گیا جس کے بعد متعلقہ اداروں کو ہدایات جاری کر دی گئیں۔	[731, 1526, 832, 1583]
section-number: 39	[281, 1339, 305, 1351]
notice-subtitle: 13 مبک اسلام آباد	[752, 78, 811, 86]
baqia-label: بقیہ	[475, 534, 502, 546]
baqia-label: بقیہ	[250, 756, 277, 768]
article-paragraph: وزیر نے کہا کہ ملک کی معاشی صورتحال میں بہتری آ رہی ہے اور سرمایہ کاری کے مواقع بڑھ رہے ہیں، انہوں نے کہا کہ حکومت عوام کو ریلیف دینے کے لئے ہر ممکن اقدامات کر رہی ہے اور مہنگائی پر قابو پانے کی کوششیں جاری ہیں۔	[731, 1825, 832, 1882]
article-paragraph: ذرائع کے مطابق حکومت نے اس معاملے پر فوری کارروائی کا فیصلہ کیا ہے اور اس سلسلے میں ایک کمیٹی تشکیل دی گئی ہے جو اپنی رپورٹ جلد پیش کرے گی، ترجمان نے بتایا کہ عوام کے مفاد کو ہر صورت مقدم رکھا جائے گا۔	[618, 80, 728, 128]
article-paragraph: عدالت نے کیس کی سماعت کے دوران فریقین کے دلائل سنے اور مزید سماعت آئندہ تاریخ تک ملتوی کر دی، عدالت نے متعلقہ حکام سے تفصیلی جواب طلب کرتے ہوئے ہدایت کی کہ آئندہ سماعت پر تمام ریکارڈ پیش کیا جائے۔	[3, 632, 165, 664]
section-keyword: تعلیم	[418, 295, 475, 307]
column-separator	[729, 61, 730, 1369]
news-column-7	[3, 61, 165, 2078]
baqia-header	[393, 295, 502, 308]
article-paragraph: ذرائع کے مطابق حکومت نے اس معاملے پر فوری کارروائی کا فیصلہ کیا ہے اور اس سلسلے میں ایک کمیٹی تشکیل دی گئی ہے جو اپنی رپورٹ جلد پیش کرے گی، ترجمان نے بتایا کہ عوام کے مفاد کو ہر صورت مقدم رکھا جائے گا۔	[618, 1637, 728, 1686]
section-number: 54	[4, 1695, 28, 1707]
section-keyword: اوپن مارکیٹ	[418, 1954, 475, 1966]
article-paragraph: عدالت نے کیس کی سماعت کے دوران فریقین کے دلائل سنے اور مزید سماعت آئندہ تاریخ تک ملتوی کر دی، عدالت نے متعلقہ حکام سے تفصیلی جواب طلب کرتے ہوئے ہدایت کی کہ آئندہ سماعت پر تمام ریکارڈ پیش کیا جائے۔	[618, 1097, 728, 1146]
article-paragraph: وزیر نے کہا کہ ملک کی معاشی صورتحال میں بہتری آ رہی ہے اور سرمایہ کاری کے مواقع بڑھ رہے ہیں، انہوں نے کہا کہ حکومت عوام کو ریلیف دینے کے لئے ہر ممکن اقدامات کر رہی ہے اور مہنگائی پر قابو پانے کی کوششیں جاری ہیں۔	[393, 841, 502, 897]
section-number: 17	[618, 1690, 643, 1702]
baqia-header	[393, 1714, 502, 1727]
baqia-label: بقیہ	[250, 1448, 277, 1460]
news-column-4	[393, 61, 502, 2342]
baqia-label: بقیہ	[362, 432, 389, 444]
column-separator	[166, 61, 167, 1369]
article-paragraph: وزیر نے کہا کہ ملک کی معاشی صورتحال میں بہتری آ رہی ہے اور سرمایہ کاری کے مواقع بڑھ رہے ہیں، انہوں نے کہا کہ حکومت عوام کو ریلیف دینے کے لئے ہر ممکن اقدامات کر رہی ہے اور مہنگائی پر قابو پانے کی کوششیں جاری ہیں۔	[3, 1469, 165, 1510]
section-keyword: اقتصادی	[418, 1714, 475, 1726]
article-paragraph: پولیس کے مطابق واقعہ کی اطلاع ملتے ہی ٹیمیں موقع پر پہنچ گئیں اور علاقے کو گھیرے میں لے کر تحقیقات کا آغاز کر دیا گیا، ملزمان کی گرفتاری کے لئے چھاپے مارے جا رہے ہیں اور جلد انہیں قانون کی گرفت میں لایا جائے گا۔	[3, 433, 165, 465]
section-keyword: عوامی نیشنل	[193, 1107, 250, 1118]
article-paragraph: پولیس کے مطابق واقعہ کی اطلاع ملتے ہی ٹیمیں موقع پر پہنچ گئیں اور علاقے کو گھیرے میں لے کر تحقیقات کا آغاز کر دیا گیا، ملزمان کی گرفتاری کے لئے چھاپے مارے جا رہے ہیں اور جلد انہیں قانون کی گرفت میں لایا جائے گا۔	[168, 301, 277, 350]
section-keyword: وفاق	[28, 884, 137, 896]
baqia-header	[393, 1244, 502, 1257]
article-paragraph: وزیر نے کہا کہ ملک کی معاشی صورتحال میں بہتری آ رہی ہے اور سرمایہ کاری کے مواقع بڑھ رہے ہیں، انہوں نے کہا کہ حکومت عوام کو ریلیف دینے کے لئے ہر ممکن اقدامات کر رہی ہے اور مہنگائی پر قابو پانے کی کوششیں جاری ہیں۔	[168, 190, 277, 248]
section-number: 26	[393, 774, 418, 786]
baqia-label: بقیہ	[362, 1151, 389, 1163]
legal-notice	[731, 62, 832, 291]
article-paragraph: ذرائع کے مطابق حکومت نے اس معاملے پر فوری کارروائی کا فیصلہ کیا ہے اور اس سلسلے میں ایک کمیٹی تشکیل دی گئی ہے جو اپنی رپورٹ جلد پیش کرے گی، ترجمان نے بتایا کہ عوام کے مفاد کو ہر صورت مقدم رکھا جائے گا۔	[168, 1575, 277, 1623]
article-paragraph: ذرائع کے مطابق حکومت نے اس معاملے پر فوری کارروائی کا فیصلہ کیا ہے اور اس سلسلے میں ایک کمیٹی تشکیل دی گئی ہے جو اپنی رپورٹ جلد پیش کرے گی، ترجمان نے بتایا کہ عوام کے مفاد کو ہر صورت مقدم رکھا جائے گا۔	[731, 1995, 832, 2044]
notice-case-number: MFL-UCH13(92)2024	[742, 321, 821, 329]
baqia-header	[3, 1695, 165, 1708]
article-paragraph: عدالت نے کیس کی سماعت کے دوران فریقین کے دلائل سنے اور مزید سماعت آئندہ تاریخ تک ملتوی کر دی، عدالت نے متعلقہ حکام سے تفصیلی جواب طلب کرتے ہوئے ہدایت کی کہ آئندہ سماعت پر تمام ریکارڈ پیش کیا جائے۔	[731, 885, 832, 933]
section-keyword: سید محمود	[643, 244, 700, 256]
article-paragraph: وزیر نے کہا کہ ملک کی معاشی صورتحال میں بہتری آ رہی ہے اور سرمایہ کاری کے مواقع بڑھ رہے ہیں، انہوں نے کہا کہ حکومت عوام کو ریلیف دینے کے لئے ہر ممکن اقدامات کر رہی ہے اور مہنگائی پر قابو پانے کی کوششیں جاری ہیں۔	[505, 80, 615, 137]
article-paragraph: پولیس کے مطابق واقعہ کی اطلاع ملتے ہی ٹیمیں موقع پر پہنچ گئیں اور علاقے کو گھیرے میں لے کر تحقیقات کا آغاز کر دیا گیا، ملزمان کی گرفتاری کے لئے چھاپے مارے جا رہے ہیں اور جلد انہیں قانون کی گرفت میں لایا جائے گا۔	[168, 1736, 277, 1785]
baqia-label: بقیہ	[700, 604, 727, 615]
article-paragraph: پولیس کے مطابق واقعہ کی اطلاع ملتے ہی ٹیمیں موقع پر پہنچ گئیں اور علاقے کو گھیرے میں لے کر تحقیقات کا آغاز کر دیا گیا، ملزمان کی گرفتاری کے لئے چھاپے مارے جا رہے ہیں اور جلد انہیں قانون کی گرفت میں لایا جائے گا۔	[505, 190, 615, 239]
baqia-header	[393, 1005, 502, 1018]
article-paragraph: اسلام آباد میں منعقدہ اجلاس میں متعلقہ حکام نے شرکت کی اور مختلف امور پر تفصیلی غور کیا گیا، اجلاس کے شرکاء نے صورتحال کا جائزہ لیتے ہوئے اہم فیصلے کئے اور آئندہ کے لائحہ عمل پر اتفاق کیا گیا جس کے بعد متعلقہ اداروں کو ہدایات جاری کر دی گئیں۔	[505, 1078, 615, 1135]
article-paragraph: ذرائع کے مطابق حکومت نے اس معاملے پر فوری کارروائی کا فیصلہ کیا ہے اور اس سلسلے میں ایک کمیٹی تشکیل دی گئی ہے جو اپنی رپورٹ جلد پیش کرے گی، ترجمان نے بتایا کہ عوام کے مفاد کو ہر صورت مقدم رکھا جائے گا۔	[393, 1790, 502, 1838]
article-paragraph: اسلام آباد میں منعقدہ اجلاس میں متعلقہ حکام نے شرکت کی اور مختلف امور پر تفصیلی غور کیا گیا، اجلاس کے شرکاء نے صورتحال کا جائزہ لیتے ہوئے اہم فیصلے کئے اور آئندہ کے لائحہ عمل پر اتفاق کیا گیا جس کے بعد متعلقہ اداروں کو ہدایات جاری کر دی گئیں۔	[731, 1167, 832, 1224]
section-number: 20	[506, 64, 531, 76]
article-paragraph: عدالت نے کیس کی سماعت کے دوران فریقین کے دلائل سنے اور مزید سماعت آئندہ تاریخ تک ملتوی کر دی، عدالت نے متعلقہ حکام سے تفصیلی جواب طلب کرتے ہوئے ہدایت کی کہ آئندہ سماعت پر تمام ریکارڈ پیش کیا جائے۔	[3, 1279, 165, 1311]
section-number: 50	[4, 617, 28, 628]
baqia-label: بقیہ	[700, 424, 727, 436]
notice-hearing: 25/11/24 ... 121 ... 926A ... 10/3/25	[736, 99, 827, 118]
masthead	[3, 16, 832, 57]
article-paragraph: پولیس کے مطابق واقعہ کی اطلاع ملتے ہی ٹیمیں موقع پر پہنچ گئیں اور علاقے کو گھیرے میں لے کر تحقیقات کا آغاز کر دیا گیا، ملزمان کی گرفتاری کے لئے چھاپے مارے جا رہے ہیں اور جلد انہیں قانون کی گرفت میں لایا جائے گا۔	[731, 1116, 832, 1164]
baqia-label: بقیہ	[804, 759, 831, 770]
article-paragraph: پولیس کے مطابق واقعہ کی اطلاع ملتے ہی ٹیمیں موقع پر پہنچ گئیں اور علاقے کو گھیرے میں لے کر تحقیقات کا آغاز کر دیا گیا، ملزمان کی گرفتاری کے لئے چھاپے مارے جا رہے ہیں اور جلد انہیں قانون کی گرفت میں لایا جائے گا۔	[618, 1526, 728, 1575]
article-paragraph: عدالت نے کیس کی سماعت کے دوران فریقین کے دلائل سنے اور مزید سماعت آئندہ تاریخ تک ملتوی کر دی، عدالت نے متعلقہ حکام سے تفصیلی جواب طلب کرتے ہوئے ہدایت کی کہ آئندہ سماعت پر تمام ریکارڈ پیش کیا جائے۔	[168, 1394, 277, 1443]
baqia-label: بقیہ	[475, 1244, 502, 1256]
notice-hearing: 16/12/24 ... 51 ... 22 ... 10/3/25	[738, 331, 825, 351]
article-paragraph: ذرائع کے مطابق حکومت نے اس معاملے پر فوری کارروائی کا فیصلہ کیا ہے اور اس سلسلے میں ایک کمیٹی تشکیل دی گئی ہے جو اپنی رپورٹ جلد پیش کرے گی، ترجمان نے بتایا کہ عوام کے مفاد کو ہر صورت مقدم رکھا جائے گا۔	[3, 1857, 165, 1889]
section-keyword: اقوام متحدہ	[193, 756, 250, 768]
section-number: 36	[281, 792, 305, 804]
article-paragraph: پولیس کے مطابق واقعہ کی اطلاع ملتے ہی ٹیمیں موقع پر پہنچ گئیں اور علاقے کو گھیرے میں لے کر تحقیقات کا آغاز کر دیا گیا، ملزمان کی گرفتاری کے لئے چھاپے مارے جا رہے ہیں اور جلد انہیں قانون کی گرفت میں لایا جائے گا۔	[505, 1317, 615, 1366]
section-keyword: ملاقات	[531, 687, 587, 699]
article-paragraph: ذرائع کے مطابق حکومت نے اس معاملے پر فوری کارروائی کا فیصلہ کیا ہے اور اس سلسلے میں ایک کمیٹی تشکیل دی گئی ہے جو اپنی رپورٹ جلد پیش کرے گی، ترجمان نے بتایا کہ عوام کے مفاد کو ہر صورت مقدم رکھا جائے گا۔	[618, 2415, 728, 2464]
section-number: 35	[281, 612, 305, 623]
article-paragraph: عدالت نے کیس کی سماعت کے دوران فریقین کے دلائل سنے اور مزید سماعت آئندہ تاریخ تک ملتوی کر دی، عدالت نے متعلقہ حکام سے تفصیلی جواب طلب کرتے ہوئے ہدایت کی کہ آئندہ سماعت پر تمام ریکارڈ پیش کیا جائے۔	[618, 190, 728, 239]
article-paragraph: عدالت نے کیس کی سماعت کے دوران فریقین کے دلائل سنے اور مزید سماعت آئندہ تاریخ تک ملتوی کر دی، عدالت نے متعلقہ حکام سے تفصیلی جواب طلب کرتے ہوئے ہدایت کی کہ آئندہ سماعت پر تمام ریکارڈ پیش کیا جائے۔	[731, 1064, 832, 1113]
article-paragraph: عدالت نے کیس کی سماعت کے دوران فریقین کے دلائل سنے اور مزید سماعت آئندہ تاریخ تک ملتوی کر دی، عدالت نے متعلقہ حکام سے تفصیلی جواب طلب کرتے ہوئے ہدایت کی کہ آئندہ سماعت پر تمام ریکارڈ پیش کیا جائے۔	[505, 1539, 615, 1588]
baqia-label: بقیہ	[700, 64, 727, 76]
article-paragraph: ذرائع کے مطابق حکومت نے اس معاملے پر فوری کارروائی کا فیصلہ کیا ہے اور اس سلسلے میں ایک کمیٹی تشکیل دی گئی ہے جو اپنی رپورٹ جلد پیش کرے گی، ترجمان نے بتایا کہ عوام کے مفاد کو ہر صورت مقدم رکھا جائے گا۔	[3, 80, 165, 112]
article-paragraph: پولیس کے مطابق واقعہ کی اطلاع ملتے ہی ٹیمیں موقع پر پہنچ گئیں اور علاقے کو گھیرے میں لے کر تحقیقات کا آغاز کر دیا گیا، ملزمان کی گرفتاری کے لئے چھاپے مارے جا رہے ہیں اور جلد انہیں قانون کی گرفت میں لایا جائے گا۔	[618, 491, 728, 539]
article-paragraph: وزیر نے کہا کہ ملک کی معاشی صورتحال میں بہتری آ رہی ہے اور سرمایہ کاری کے مواقع بڑھ رہے ہیں، انہوں نے کہا کہ حکومت عوام کو ریلیف دینے کے لئے ہر ممکن اقدامات کر رہی ہے اور مہنگائی پر قابو پانے کی کوششیں جاری ہیں۔	[393, 473, 502, 530]
baqia-header	[280, 1339, 390, 1352]
section-title: بقیہ جات	[314, 19, 802, 53]
section-keyword: مقالہ	[756, 1699, 804, 1711]
article-paragraph: پولیس کے مطابق واقعہ کی اطلاع ملتے ہی ٹیمیں موقع پر پہنچ گئیں اور علاقے کو گھیرے میں لے کر تحقیقات کا آغاز کر دیا گیا، ملزمان کی گرفتاری کے لئے چھاپے مارے جا رہے ہیں اور جلد انہیں قانون کی گرفت میں لایا جائے گا۔	[3, 191, 165, 224]
article-paragraph: ذرائع کے مطابق حکومت نے اس معاملے پر فوری کارروائی کا فیصلہ کیا ہے اور اس سلسلے میں ایک کمیٹی تشکیل دی گئی ہے جو اپنی رپورٹ جلد پیش کرے گی، ترجمان نے بتایا کہ عوام کے مفاد کو ہر صورت مقدم رکھا جائے گا۔	[731, 1586, 832, 1635]
article-paragraph: وزیر نے کہا کہ ملک کی معاشی صورتحال میں بہتری آ رہی ہے اور سرمایہ کاری کے مواقع بڑھ رہے ہیں، انہوں نے کہا کہ حکومت عوام کو ریلیف دینے کے لئے ہر ممکن اقدامات کر رہی ہے اور مہنگائی پر قابو پانے کی کوششیں جاری ہیں۔	[3, 537, 165, 577]
baqia-label: بقیہ	[250, 64, 277, 76]
section-number: 32	[281, 64, 305, 76]
section-keyword: عدالت	[305, 64, 362, 76]
article-paragraph: ذرائع کے مطابق حکومت نے اس معاملے پر فوری کارروائی کا فیصلہ کیا ہے اور اس سلسلے میں ایک کمیٹی تشکیل دی گئی ہے جو اپنی رپورٹ جلد پیش کرے گی، ترجمان نے بتایا کہ عوام کے مفاد کو ہر صورت مقدم رکھا جائے گا۔	[168, 430, 277, 479]
article-paragraph: عدالت نے کیس کی سماعت کے دوران فریقین کے دلائل سنے اور مزید سماعت آئندہ تاریخ تک ملتوی کر دی، عدالت نے متعلقہ حکام سے تفصیلی جواب طلب کرتے ہوئے ہدایت کی کہ آئندہ سماعت پر تمام ریکارڈ پیش کیا جائے۔	[168, 831, 277, 880]
article-paragraph: اسلام آباد میں منعقدہ اجلاس میں متعلقہ حکام نے شرکت کی اور مختلف امور پر تفصیلی غور کیا گیا، اجلاس کے شرکاء نے صورتحال کا جائزہ لیتے ہوئے اہم فیصلے کئے اور آئندہ کے لائحہ عمل پر اتفاق کیا گیا جس کے بعد متعلقہ اداروں کو ہدایات جاری کر دی گئیں۔	[618, 670, 728, 727]
article-paragraph: پولیس کے مطابق واقعہ کی اطلاع ملتے ہی ٹیمیں موقع پر پہنچ گئیں اور علاقے کو گھیرے میں لے کر تحقیقات کا آغاز کر دیا گیا، ملزمان کی گرفتاری کے لئے چھاپے مارے جا رہے ہیں اور جلد انہیں قانون کی گرفت میں لایا جائے گا۔	[505, 1027, 615, 1075]
article-paragraph: پولیس کے مطابق واقعہ کی اطلاع ملتے ہی ٹیمیں موقع پر پہنچ گئیں اور علاقے کو گھیرے میں لے کر تحقیقات کا آغاز کر دیا گیا، ملزمان کی گرفتاری کے لئے چھاپے مارے جا رہے ہیں اور جلد انہیں قانون کی گرفت میں لایا جائے گا۔	[280, 858, 390, 907]
news-column-2	[618, 61, 728, 2575]
baqia-header	[280, 1150, 390, 1163]
article-paragraph: عدالت نے کیس کی سماعت کے دوران فریقین کے دلائل سنے اور مزید سماعت آئندہ تاریخ تک ملتوی کر دی، عدالت نے متعلقہ حکام سے تفصیلی جواب طلب کرتے ہوئے ہدایت کی کہ آئندہ سماعت پر تمام ریکارڈ پیش کیا جائے۔	[505, 703, 615, 752]
